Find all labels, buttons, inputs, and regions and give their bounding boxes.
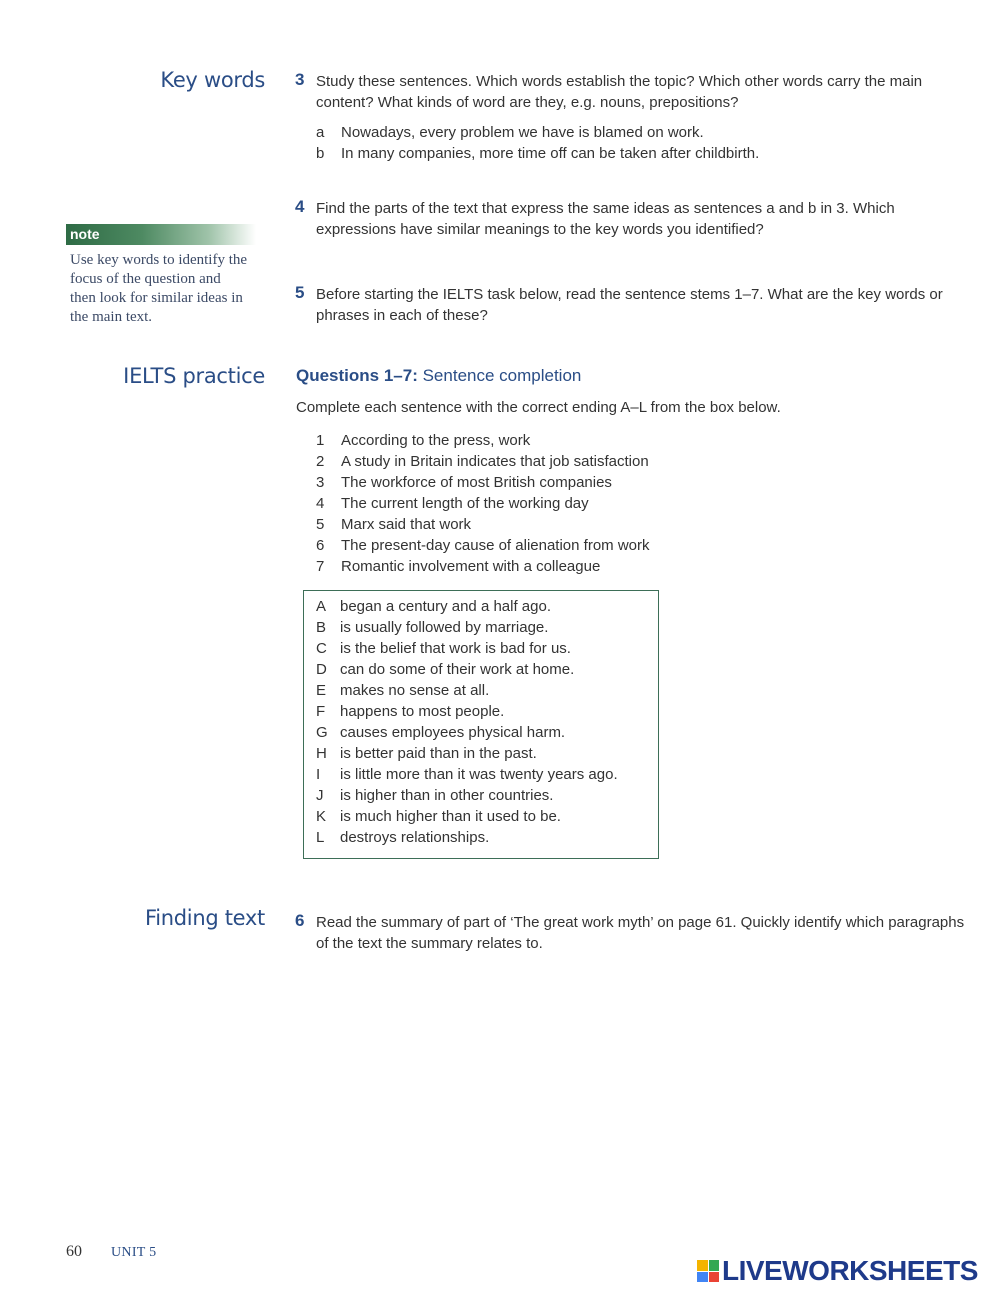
ending-row bbox=[316, 827, 618, 848]
ending-text: happens to most people. bbox=[340, 703, 505, 720]
logo-square bbox=[697, 1272, 708, 1283]
stem-text: Marx said that work bbox=[341, 516, 472, 533]
ending-row bbox=[316, 785, 618, 806]
ending-row bbox=[316, 596, 618, 617]
brand-name: LIVEWORKSHEETS bbox=[722, 1255, 978, 1286]
ending-letter: E bbox=[316, 682, 327, 699]
sentence-text: Nowadays, every problem we have is blamed on work. bbox=[341, 124, 704, 141]
stem-text: A study in Britain indicates that job satisfaction bbox=[341, 453, 649, 470]
ending-text: began a century and a half ago. bbox=[340, 598, 551, 615]
stem-number: 5 bbox=[316, 516, 325, 533]
ending-letter: C bbox=[316, 640, 327, 657]
sentence-stems bbox=[316, 430, 650, 577]
endings-list bbox=[316, 596, 618, 848]
ending-letter: L bbox=[316, 829, 325, 846]
logo-square bbox=[709, 1272, 720, 1283]
sentence-text: In many companies, more time off can be taken after childbirth. bbox=[341, 145, 760, 162]
ending-text: is better paid than in the past. bbox=[340, 745, 537, 762]
stem-text: According to the press, work bbox=[341, 432, 531, 449]
stem-row bbox=[316, 514, 650, 535]
stem-row bbox=[316, 493, 650, 514]
ending-letter: J bbox=[316, 787, 324, 804]
question-3-number: 3 bbox=[295, 70, 305, 89]
ending-row bbox=[316, 659, 618, 680]
ending-text: causes employees physical harm. bbox=[340, 724, 566, 741]
stem-row bbox=[316, 430, 650, 451]
ending-letter: K bbox=[316, 808, 327, 825]
ending-row bbox=[316, 743, 618, 764]
practice-title-bold: Questions 1–7: bbox=[296, 366, 418, 385]
stem-number: 4 bbox=[316, 495, 325, 512]
unit-label: UNIT 5 bbox=[111, 1245, 157, 1260]
stem-number: 2 bbox=[316, 453, 325, 470]
ending-letter: B bbox=[316, 619, 327, 636]
stem-text: The workforce of most British companies bbox=[341, 474, 612, 491]
note-box bbox=[66, 224, 256, 327]
stem-text: The present-day cause of alienation from work bbox=[341, 537, 650, 554]
question-6-number: 6 bbox=[295, 911, 305, 930]
section-heading-finding-text: Finding text bbox=[144, 906, 265, 930]
ending-letter: F bbox=[316, 703, 326, 720]
sentence-label: b bbox=[316, 145, 325, 162]
section-heading-key-words: Key words bbox=[160, 68, 265, 92]
sentence-b bbox=[316, 143, 759, 164]
ending-row bbox=[316, 638, 618, 659]
stem-number: 7 bbox=[316, 558, 325, 575]
ending-row bbox=[316, 806, 618, 827]
ending-row bbox=[316, 680, 618, 701]
ending-row bbox=[316, 701, 618, 722]
stem-row bbox=[316, 556, 650, 577]
ending-letter: A bbox=[316, 598, 327, 615]
question-5-text: Before starting the IELTS task below, read the sentence stems 1–7. What are the key words or phrases in each of these? bbox=[316, 286, 943, 324]
ending-letter: H bbox=[316, 745, 327, 762]
ending-text: is usually followed by marriage. bbox=[340, 619, 549, 636]
stem-number: 1 bbox=[316, 432, 325, 449]
question-4-number: 4 bbox=[295, 197, 305, 216]
question-3-sentences bbox=[316, 122, 759, 164]
sentence-label: a bbox=[316, 124, 325, 141]
ending-text: can do some of their work at home. bbox=[340, 661, 575, 678]
ending-text: destroys relationships. bbox=[340, 829, 490, 846]
ending-row bbox=[316, 764, 618, 785]
sentence-a bbox=[316, 122, 759, 143]
logo-square bbox=[709, 1260, 720, 1271]
question-3-text: Study these sentences. Which words establish the topic? Which other words carry the main content? What kinds of word are they, e.g. nouns, prepositions? bbox=[316, 73, 923, 111]
ending-text: is little more than it was twenty years ago. bbox=[340, 766, 618, 783]
liveworksheets-logo[interactable] bbox=[697, 1255, 978, 1287]
ending-text: makes no sense at all. bbox=[340, 682, 490, 699]
practice-title-rest: Sentence completion bbox=[417, 366, 582, 385]
note-text: Use key words to identify the focus of the question and then look for similar ideas in the main text. bbox=[70, 252, 248, 325]
question-5-number: 5 bbox=[295, 283, 305, 302]
ending-row bbox=[316, 722, 618, 743]
ending-letter: D bbox=[316, 661, 327, 678]
ending-text: is higher than in other countries. bbox=[340, 787, 554, 804]
stem-row bbox=[316, 472, 650, 493]
practice-instruction: Complete each sentence with the correct ending A–L from the box below. bbox=[296, 399, 781, 416]
question-6-text: Read the summary of part of ‘The great work myth’ on page 61. Quickly identify which paragraphs of the text the summary relates to. bbox=[316, 914, 965, 952]
ending-letter: G bbox=[316, 724, 328, 741]
stem-text: The current length of the working day bbox=[341, 495, 589, 512]
stem-row bbox=[316, 451, 650, 472]
endings-box bbox=[303, 590, 659, 859]
ending-letter: I bbox=[316, 766, 321, 783]
practice-title bbox=[296, 366, 581, 386]
ending-text: is much higher than it used to be. bbox=[340, 808, 561, 825]
ending-row bbox=[316, 617, 618, 638]
liveworksheets-icon bbox=[697, 1260, 719, 1282]
ending-text: is the belief that work is bad for us. bbox=[340, 640, 571, 657]
stem-number: 3 bbox=[316, 474, 325, 491]
logo-square bbox=[697, 1260, 708, 1271]
stem-row bbox=[316, 535, 650, 556]
question-4-text: Find the parts of the text that express the same ideas as sentences a and b in 3. Which expressions have similar meanings to the key words you identified? bbox=[316, 200, 895, 238]
stem-text: Romantic involvement with a colleague bbox=[341, 558, 601, 575]
note-label: note bbox=[66, 224, 256, 245]
section-heading-ielts-practice: IELTS practice bbox=[123, 364, 265, 388]
page-number: 60 bbox=[66, 1243, 82, 1260]
stem-number: 6 bbox=[316, 537, 325, 554]
